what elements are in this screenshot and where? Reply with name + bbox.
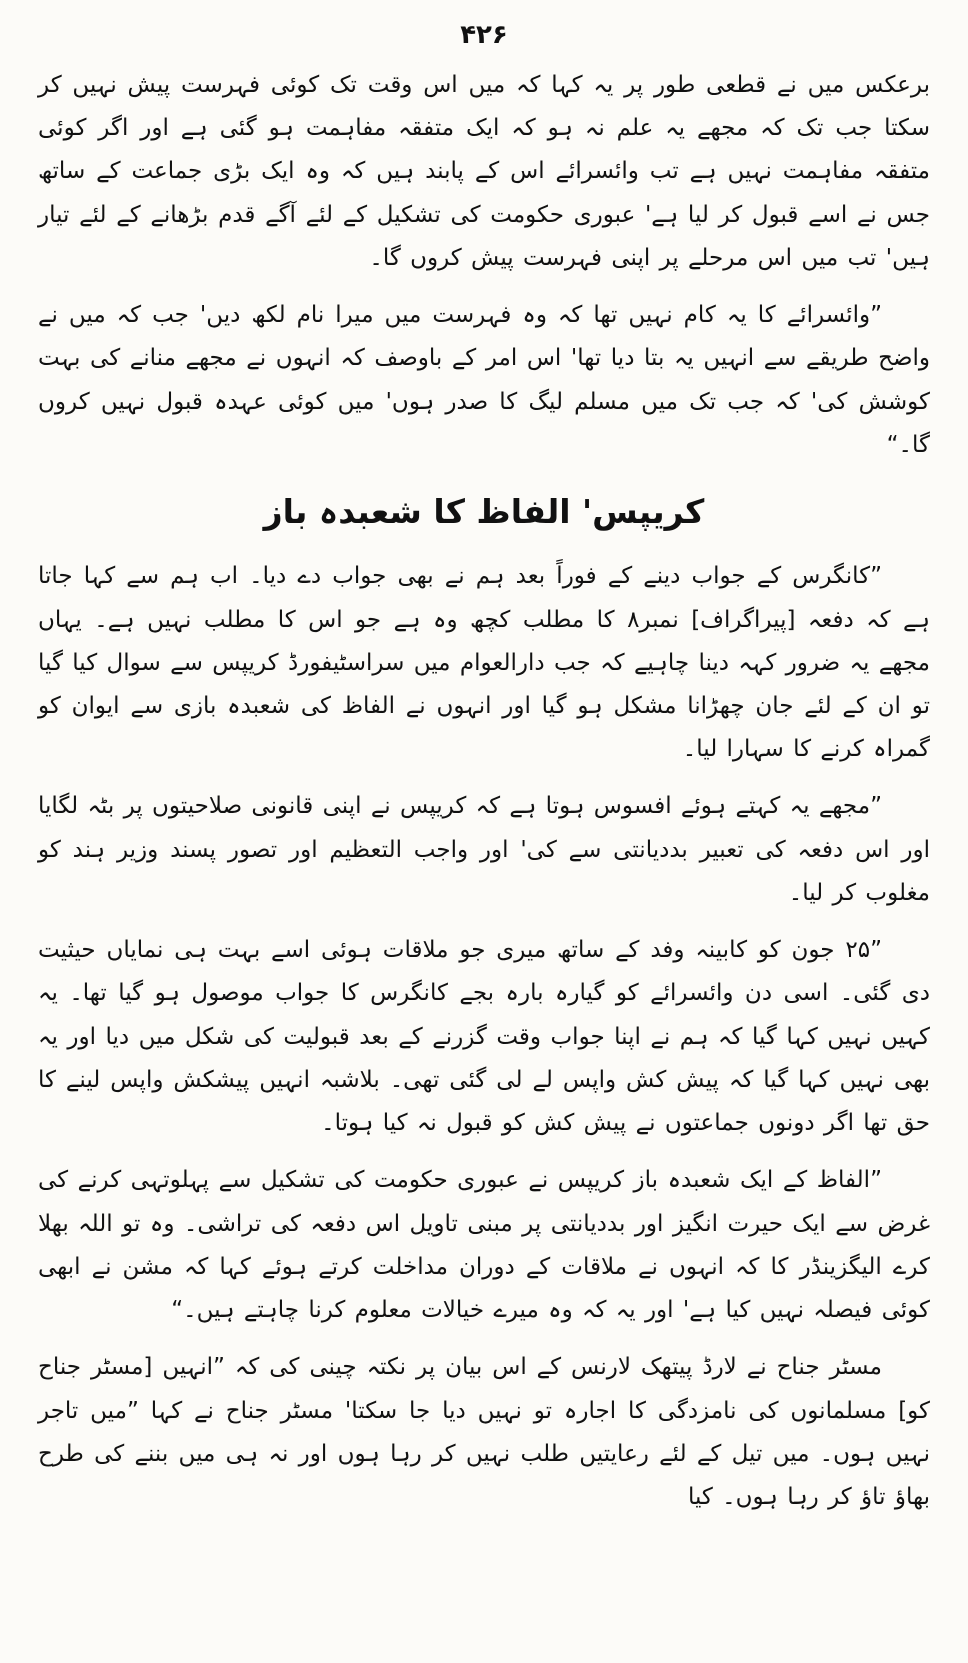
paragraph-4-quote: ”مجھے یہ کہتے ہوئے افسوس ہوتا ہے کہ کریپس نے اپنی قانونی صلاحیتوں پر بٹہ لگایا اور اس دفعہ کی تعبیر بددیانتی سے کی' اور واجب التعظیم اور تصور پسند وزیر ہند کو مغلوب کر لیا۔ — [38, 793, 930, 906]
paragraph-5-quote: ”۲۵ جون کو کابینہ وفد کے ساتھ میری جو ملاقات ہوئی اسے بہت ہی نمایاں حیثیت دی گئی۔ اسی دن وائسرائے کو گیارہ بارہ بجے کانگرس کا جواب موصول ہو گیا تھا۔ یہ کہیں نہیں کہا گیا کہ ہم نے اپنا جواب وقت گزرنے کے بعد قبولیت کی شکل میں دیا اور یہ بھی نہیں کہا گیا کہ پیش کش واپس لے لی گئی تھی۔ بلاشبہ انہیں پیشکش واپس لینے کا حق تھا اگر دونوں جماعتوں نے پیش کش کو قبول نہ کیا ہوتا۔ — [38, 937, 930, 1137]
paragraph-3-quote: ”کانگرس کے جواب دینے کے فوراً بعد ہم نے بھی جواب دے دیا۔ اب ہم سے کہا جاتا ہے کہ دفعہ [پیراگراف] نمبر۸ کا مطلب کچھ وہ ہے جو اس کا مطلب نہیں ہے۔ یہاں مجھے یہ ضرور کہہ دینا چاہیے کہ جب دارالعوام میں سراسٹیفورڈ کریپس سے سوال کیا گیا تو ان کے لئے جان چھڑانا مشکل ہو گیا اور انہوں نے الفاظ کی شعبدہ بازی سے ایوان کو گمراہ کرنے کا سہارا لیا۔ — [38, 563, 930, 763]
paragraph-7: مسٹر جناح نے لارڈ پیتھک لارنس کے اس بیان پر نکتہ چینی کی کہ ”انہیں [مسٹر جناح کو] مسلمانوں کی نامزدگی کا اجارہ تو نہیں دیا جا سکتا' مسٹر جناح نے کہا ”میں تاجر نہیں ہوں۔ میں تیل کے لئے رعایتیں طلب نہیں کر رہا ہوں اور نہ ہی میں بننے کی طرح بھاؤ تاؤ کر رہا ہوں۔ کیا — [38, 1354, 930, 1510]
paragraph-6-quote: ”الفاظ کے ایک شعبدہ باز کریپس نے عبوری حکومت کی تشکیل سے پہلوتہی کرنے کی غرض سے ایک حیرت انگیز اور بددیانتی پر مبنی تاویل اس دفعہ کی تراشی۔ وہ تو اللہ بھلا کرے الیگزینڈر کا کہ انہوں نے ملاقات کے دوران مداخلت کرتے ہوئے کہا کہ مشن نے ابھی کوئی فیصلہ نہیں کیا ہے' اور یہ کہ وہ میرے خیالات معلوم کرنا چاہتے ہیں۔“ — [38, 1167, 930, 1324]
page-number: ۴۲۶ — [460, 20, 508, 50]
section-heading: کریپس' الفاظ کا شعبدہ باز — [263, 492, 705, 532]
paragraph-1: برعکس میں نے قطعی طور پر یہ کہا کہ میں اس وقت تک کوئی فہرست پیش نہیں کر سکتا جب تک کہ مجھے یہ علم نہ ہو کہ ایک متفقہ مفاہمت ہو گئی ہے اور اگر کوئی متفقہ مفاہمت نہیں ہے تب وائسرائے اس کے پابند ہیں کہ وہ ایک بڑی جماعت کے ساتھ جس نے اسے قبول کر لیا ہے' عبوری حکومت کی تشکیل کے لئے آگے قدم بڑھانے کے لئے تیار ہیں' تب میں اس مرحلے پر اپنی فہرست پیش کروں گا۔ — [38, 72, 930, 271]
paragraph-2-quote: ”وائسرائے کا یہ کام نہیں تھا کہ وہ فہرست میں میرا نام لکھ دیں' جب کہ میں نے واضح طریقے سے انہیں یہ بتا دیا تھا' اس امر کے باوصف کہ انہوں نے مجھے منانے کی بہت کوشش کی' کہ جب تک میں مسلم لیگ کا صدر ہوں' میں کوئی عہدہ قبول نہیں کروں گا۔“ — [38, 302, 930, 458]
